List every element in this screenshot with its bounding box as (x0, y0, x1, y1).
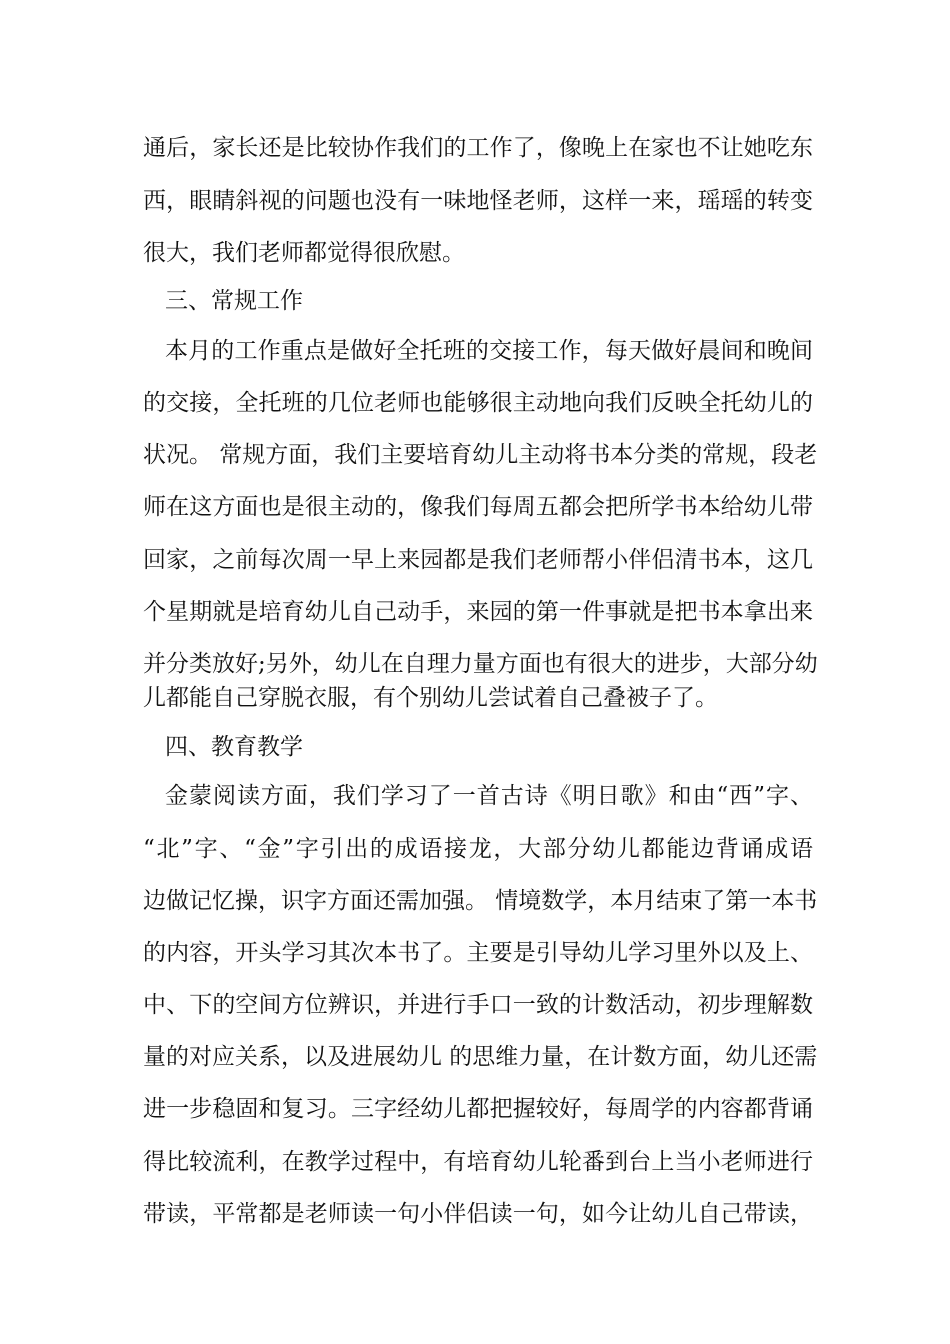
paragraph-line: 金蒙阅读方面，我们学习了一首古诗《明日歌》和由“西”字、 (165, 783, 813, 809)
paragraph-line: 的交接，全托班的几位老师也能够很主动地向我们反映全托幼儿的 (143, 390, 813, 416)
paragraph-line: 的内容，开头学习其次本书了。主要是引导幼儿学习里外以及上、 (143, 940, 813, 966)
section-heading: 三、常规工作 (165, 288, 303, 314)
paragraph-line: 边做记忆操，识字方面还需加强。 情境数学，本月结束了第一本书 (143, 888, 818, 914)
paragraph-line: 回家，之前每次周一早上来园都是我们老师帮小伴侣清书本，这几 (143, 547, 813, 573)
paragraph-line: 量的对应关系，以及进展幼儿 的思维力量，在计数方面，幼儿还需 (143, 1044, 818, 1070)
paragraph-line: 状况。 常规方面，我们主要培育幼儿主动将书本分类的常规，段老 (143, 442, 818, 468)
paragraph-line: 中、下的空间方位辨识，并进行手口一致的计数活动，初步理解数 (143, 992, 813, 1018)
paragraph-line: 师在这方面也是很主动的，像我们每周五都会把所学书本给幼儿带 (143, 494, 813, 520)
paragraph-line: 儿都能自己穿脱衣服，有个别幼儿尝试着自己叠被子了。 (143, 685, 718, 711)
paragraph-line: 进一步稳固和复习。三字经幼儿都把握较好，每周学的内容都背诵 (143, 1096, 813, 1122)
paragraph-line: 很大，我们老师都觉得很欣慰。 (143, 240, 465, 266)
paragraph-line: 本月的工作重点是做好全托班的交接工作，每天做好晨间和晚间 (165, 338, 813, 364)
paragraph-line: 西，眼睛斜视的问题也没有一味地怪老师，这样一来，瑶瑶的转变 (143, 188, 813, 214)
paragraph-line: 并分类放好;另外，幼儿在自理力量方面也有很大的进步，大部分幼 (143, 651, 818, 677)
paragraph-line: 通后，家长还是比较协作我们的工作了，像晚上在家也不让她吃东 (143, 135, 813, 161)
paragraph-line: 得比较流利，在教学过程中，有培育幼儿轮番到台上当小老师进行 (143, 1149, 813, 1175)
paragraph-line: “北”字、“金”字引出的成语接龙，大部分幼儿都能边背诵成语 (143, 836, 813, 862)
paragraph-line: 带读，平常都是老师读一句小伴侣读一句，如今让幼儿自己带读， (143, 1201, 813, 1227)
section-heading: 四、教育教学 (165, 734, 303, 760)
paragraph-line: 个星期就是培育幼儿自己动手，来园的第一件事就是把书本拿出来 (143, 599, 813, 625)
